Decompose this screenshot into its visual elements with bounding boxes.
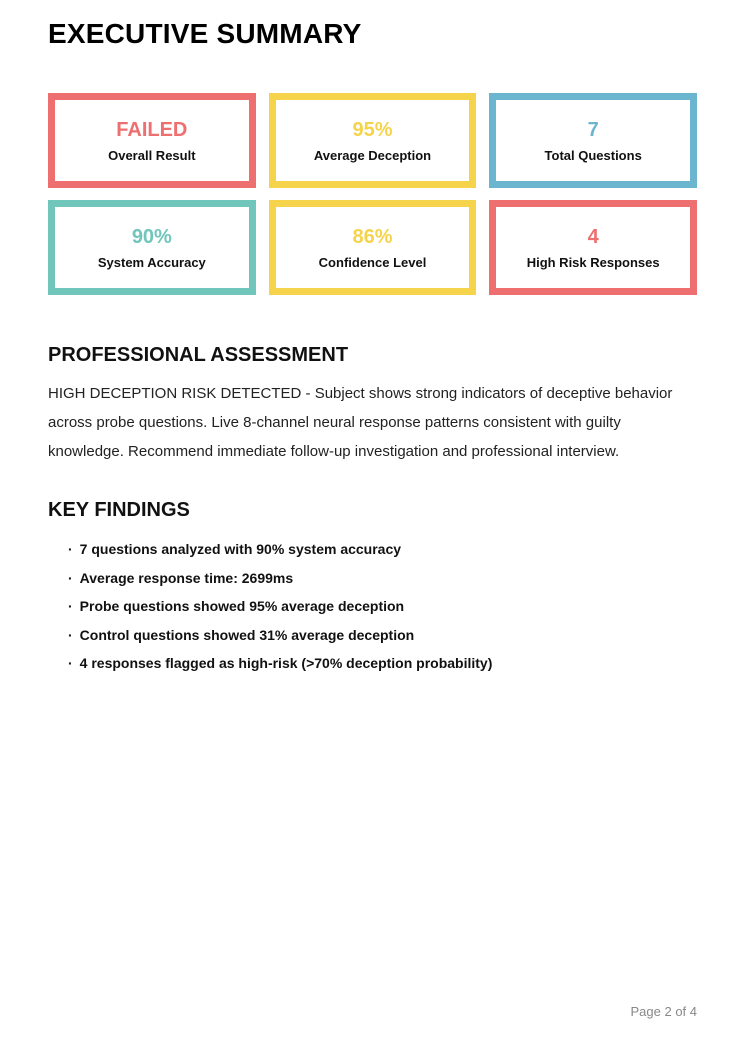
card-label: System Accuracy xyxy=(97,254,206,270)
key-finding-item: · Probe questions showed 95% average deception xyxy=(68,592,697,621)
key-finding-item: · Average response time: 2699ms xyxy=(68,564,697,593)
card-system-accuracy xyxy=(48,200,256,295)
professional-assessment-heading: PROFESSIONAL ASSESSMENT xyxy=(48,344,349,366)
key-findings-list xyxy=(48,535,697,678)
professional-assessment-text: HIGH DECEPTION RISK DETECTED - Subject shows strong indicators of deceptive behavior across probe questions. Live 8-channel neural response patterns consistent with guilty knowledge. Recommend immediate follow-up investigation and professional interview. xyxy=(48,385,673,460)
card-value: FAILED xyxy=(116,118,188,141)
card-label: Total Questions xyxy=(544,147,642,163)
key-finding-item: · 4 responses flagged as high-risk (>70% deception probability) xyxy=(68,649,697,678)
card-value: 86% xyxy=(352,225,393,248)
page-title: EXECUTIVE SUMMARY xyxy=(48,18,362,49)
card-average-deception xyxy=(269,93,477,188)
summary-cards xyxy=(48,93,697,295)
card-label: Average Deception xyxy=(313,147,432,163)
card-label: Confidence Level xyxy=(318,254,427,270)
card-overall-result xyxy=(48,93,256,188)
card-value: 7 xyxy=(587,118,599,141)
page-number: Page 2 of 4 xyxy=(630,1004,697,1019)
card-total-questions xyxy=(489,93,697,188)
key-findings-heading: KEY FINDINGS xyxy=(48,499,190,521)
card-high-risk-responses xyxy=(489,200,697,295)
card-value: 90% xyxy=(131,225,172,248)
card-value: 95% xyxy=(352,118,393,141)
card-confidence-level xyxy=(269,200,477,295)
card-label: Overall Result xyxy=(108,147,196,163)
card-label: High Risk Responses xyxy=(526,254,660,270)
card-value: 4 xyxy=(587,225,599,248)
key-finding-item: · 7 questions analyzed with 90% system accuracy xyxy=(68,535,697,564)
key-finding-item: · Control questions showed 31% average deception xyxy=(68,621,697,650)
